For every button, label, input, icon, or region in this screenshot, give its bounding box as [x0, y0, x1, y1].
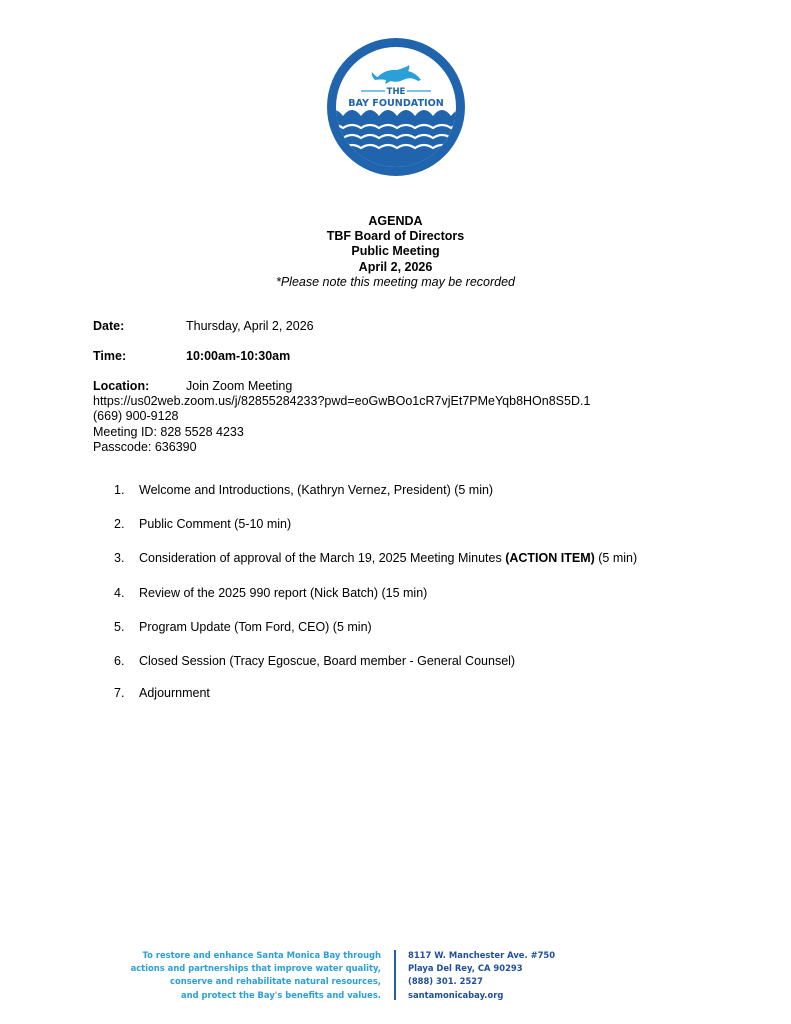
item-number: 6. — [114, 654, 125, 668]
mission-line: conserve and rehabilitate natural resources, — [170, 976, 381, 987]
meeting-type: Public Meeting — [351, 244, 440, 259]
time-row — [93, 349, 290, 364]
date-label: Date: — [93, 319, 125, 333]
passcode: Passcode: 636390 — [93, 439, 197, 454]
meeting-date: April 2, 2026 — [358, 259, 433, 274]
recording-note: *Please note this meeting may be recorded — [275, 274, 516, 289]
footer-contact — [408, 949, 555, 1002]
agenda-header — [0, 214, 791, 290]
meeting-id: Meeting ID: 828 5528 4233 — [93, 424, 244, 439]
date-row — [93, 319, 314, 334]
org-name: TBF Board of Directors — [326, 229, 465, 244]
item-number: 5. — [114, 620, 125, 634]
item-duration: (5 min) — [598, 551, 638, 565]
phone-number: (669) 900-9128 — [93, 409, 179, 424]
item-number: 4. — [114, 586, 125, 600]
address-line: 8117 W. Manchester Ave. #750 — [408, 950, 556, 960]
logo-text-the: THE — [386, 87, 406, 97]
item-text: Public Comment (5-10 min) — [139, 517, 292, 531]
agenda-item — [114, 685, 210, 701]
item-text: Closed Session (Tracy Egoscue, Board member - General Counsel) — [139, 654, 516, 668]
bay-foundation-logo — [325, 36, 467, 178]
location-block — [93, 379, 590, 455]
zoom-link[interactable]: https://us02web.zoom.us/j/82855284233?pwd=eoGwBOo1cR7vjEt7PMeYqb8HOn8S5D.1 — [93, 394, 591, 409]
item-number: 2. — [114, 517, 125, 531]
location-label: Location: — [93, 379, 150, 393]
location-value: Join Zoom Meeting — [186, 379, 293, 393]
logo-emblem — [325, 36, 467, 178]
agenda-item — [114, 619, 372, 635]
agenda-title: AGENDA — [368, 214, 423, 228]
date-value: Thursday, April 2, 2026 — [186, 319, 314, 333]
item-text: Program Update (Tom Ford, CEO) (5 min) — [139, 620, 372, 634]
item-number: 7. — [114, 686, 125, 700]
logo-text-name: BAY FOUNDATION — [348, 98, 444, 109]
footer-website[interactable]: santamonicabay.org — [408, 989, 504, 1000]
footer-mission — [100, 949, 381, 1002]
agenda-item — [114, 516, 291, 532]
time-label: Time: — [93, 349, 127, 363]
action-item-tag: (ACTION ITEM) — [505, 551, 595, 565]
item-text: Review of the 2025 990 report (Nick Batch) (15 min) — [139, 586, 428, 600]
item-number: 3. — [114, 551, 125, 565]
address-line: Playa Del Rey, CA 90293 — [408, 963, 523, 974]
mission-line: and protect the Bay's benefits and values. — [181, 989, 381, 1000]
item-number: 1. — [114, 483, 125, 497]
footer-phone: (888) 301. 2527 — [408, 976, 483, 987]
agenda-item — [114, 653, 515, 669]
time-value: 10:00am-10:30am — [186, 349, 291, 363]
item-text: Adjournment — [139, 686, 210, 700]
mission-line: To restore and enhance Santa Monica Bay through — [142, 950, 381, 960]
footer-divider — [394, 950, 396, 1000]
item-text: Welcome and Introductions, (Kathryn Vernez, President) (5 min) — [139, 483, 494, 497]
agenda-item — [114, 550, 637, 566]
agenda-item — [114, 585, 427, 601]
mission-line: actions and partnerships that improve water quality, — [130, 963, 381, 974]
item-text: Consideration of approval of the March 19, 2025 Meeting Minutes — [139, 551, 502, 565]
agenda-item — [114, 482, 493, 498]
